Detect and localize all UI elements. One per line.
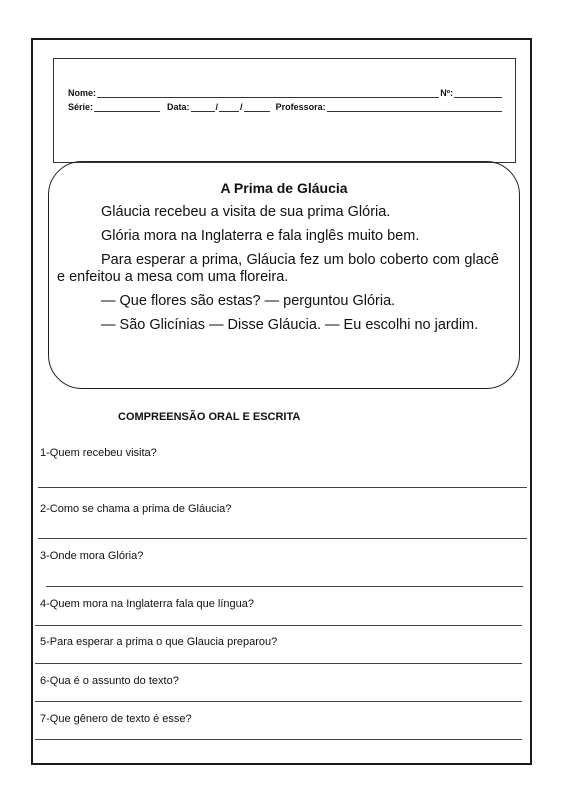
story-paragraph: Gláucia recebeu a visita de sua prima Glória.: [101, 204, 391, 220]
answer-line-4[interactable]: [35, 625, 522, 626]
story-body: [57, 204, 499, 341]
answer-line-3[interactable]: [46, 586, 523, 587]
name-blank[interactable]: [97, 88, 439, 98]
answer-line-1[interactable]: [38, 487, 527, 488]
story-paragraph: Glória mora na Inglaterra e fala inglês muito bem.: [101, 228, 420, 244]
answer-line-5[interactable]: [35, 663, 522, 664]
grade-blank[interactable]: [94, 102, 160, 112]
header-row-details: [68, 102, 503, 112]
date-day-blank[interactable]: [191, 102, 215, 112]
date-separator: /: [215, 102, 219, 112]
date-month-blank[interactable]: [219, 102, 239, 112]
story-box: [48, 161, 520, 389]
name-label: Nome:: [68, 88, 97, 98]
question-7: 7-Que gênero de texto é esse?: [40, 713, 192, 725]
story-paragraph: — Que flores são estas? — perguntou Glória.: [101, 293, 396, 309]
date-separator: /: [240, 102, 243, 112]
comprehension-title: COMPREENSÃO ORAL E ESCRITA: [118, 411, 301, 423]
answer-line-2[interactable]: [38, 538, 527, 539]
question-3: 3-Onde mora Glória?: [40, 550, 144, 562]
teacher-blank[interactable]: [327, 102, 502, 112]
grade-label: Série:: [68, 102, 94, 112]
date-year-blank[interactable]: [244, 102, 270, 112]
story-paragraph: Para esperar a prima, Gláucia fez um bolo coberto com glacê e enfeitou a mesa com uma floreira.: [57, 252, 499, 285]
question-2: 2-Como se chama a prima de Gláucia?: [40, 503, 232, 515]
story-title: A Prima de Gláucia: [220, 180, 348, 196]
answer-line-6[interactable]: [35, 701, 522, 702]
student-info-header: [53, 58, 516, 163]
answer-line-7[interactable]: [35, 739, 522, 740]
question-5: 5-Para esperar a prima o que Glaucia preparou?: [40, 636, 278, 648]
question-4: 4-Quem mora na Inglaterra fala que língua?: [40, 598, 255, 610]
story-paragraph: — São Glicínias — Disse Gláucia. — Eu escolhi no jardim.: [101, 317, 479, 333]
number-blank[interactable]: [454, 88, 502, 98]
teacher-label: Professora:: [275, 102, 326, 112]
question-6: 6-Qua é o assunto do texto?: [40, 675, 179, 687]
date-label: Data:: [167, 102, 190, 112]
number-label: Nº:: [440, 88, 453, 98]
header-row-name: [68, 88, 503, 98]
question-1: 1-Quem recebeu visita?: [40, 447, 157, 459]
